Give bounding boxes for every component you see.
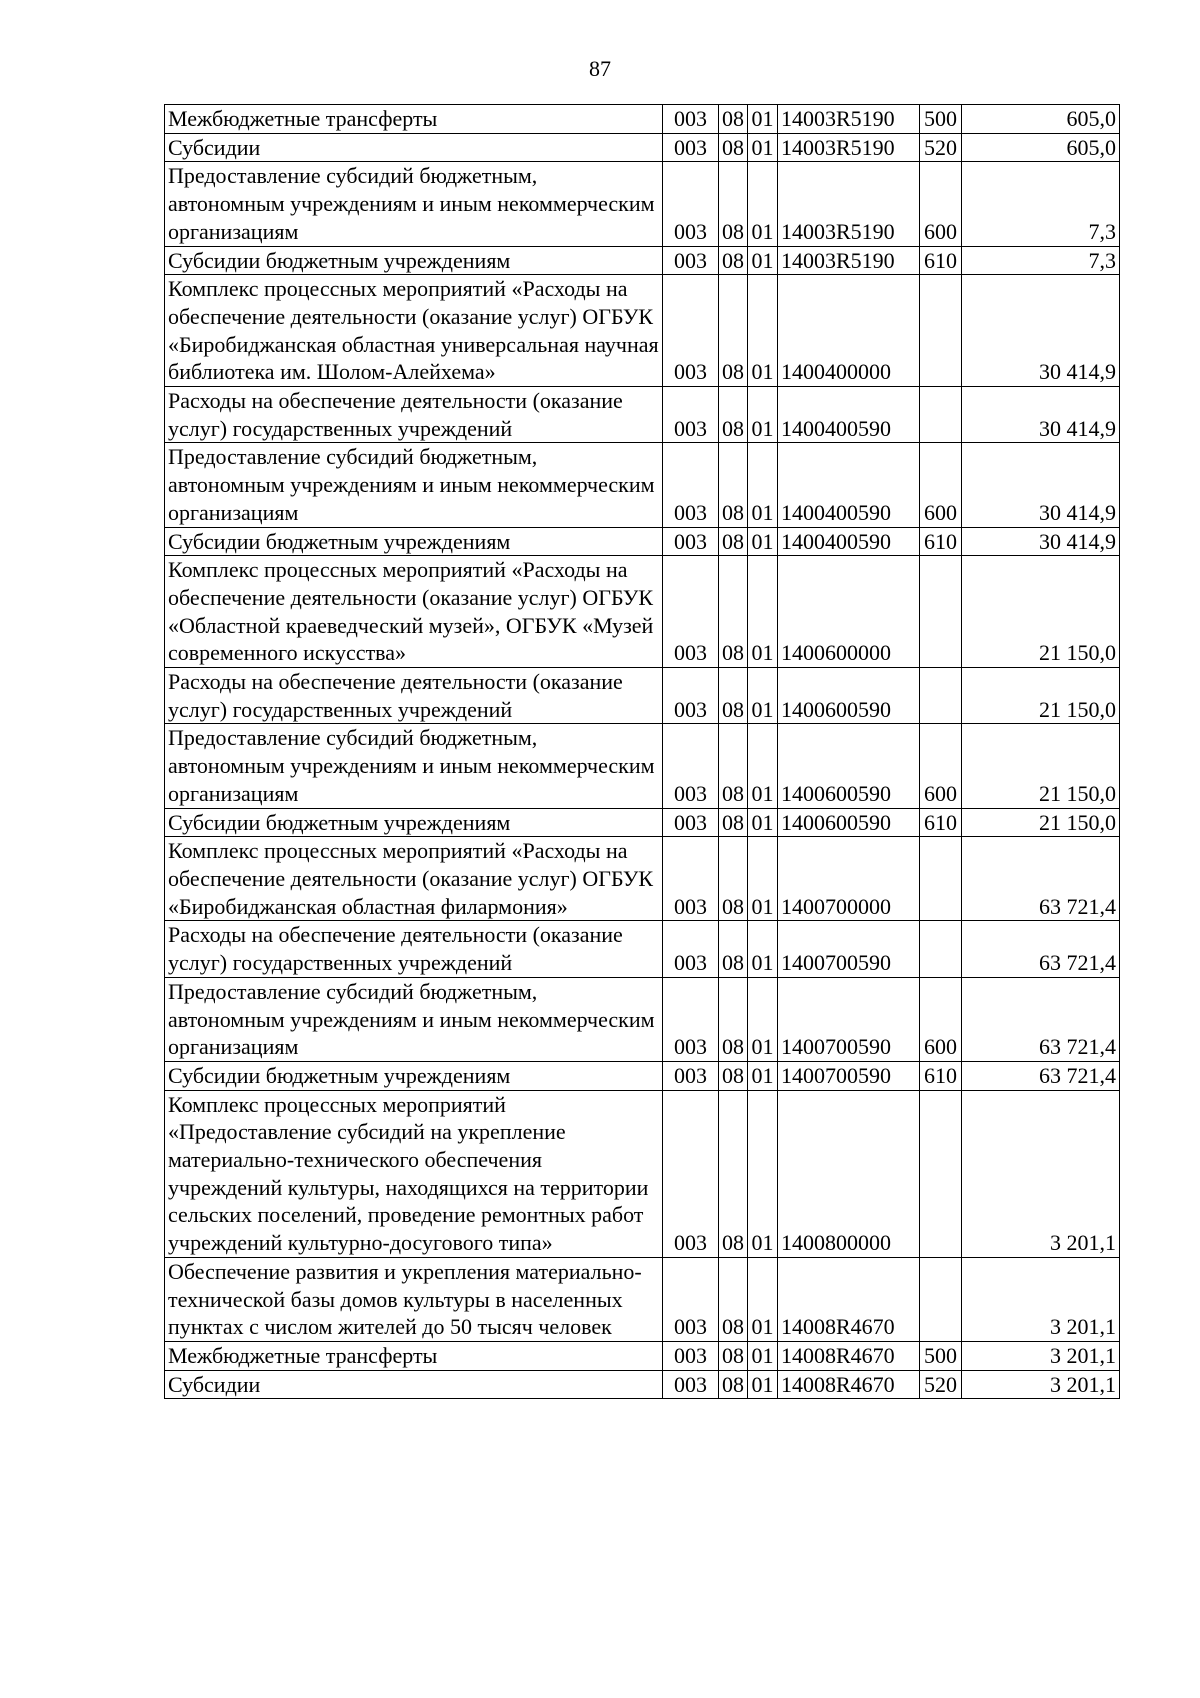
row-section: 08 — [719, 1257, 748, 1341]
row-admin-code: 003 — [663, 133, 719, 162]
row-target-article: 14003R5190 — [778, 246, 920, 275]
row-expense-type: 520 — [920, 1370, 962, 1399]
row-amount: 3 201,1 — [962, 1257, 1120, 1341]
row-expense-type: 600 — [920, 724, 962, 808]
row-amount: 605,0 — [962, 133, 1120, 162]
row-admin-code: 003 — [663, 527, 719, 556]
row-admin-code: 003 — [663, 668, 719, 724]
row-target-article: 1400400590 — [778, 443, 920, 527]
row-section: 08 — [719, 275, 748, 387]
row-subsection: 01 — [748, 133, 778, 162]
row-amount: 21 150,0 — [962, 668, 1120, 724]
row-name: Субсидии — [165, 1370, 663, 1399]
table-row — [165, 387, 1120, 443]
row-amount: 21 150,0 — [962, 556, 1120, 668]
row-expense-type: 610 — [920, 808, 962, 837]
row-expense-type — [920, 668, 962, 724]
row-target-article: 1400700590 — [778, 977, 920, 1061]
row-name: Комплекс процессных мероприятий «Расходы на обеспечение деятельности (оказание услуг) ОГБУК «Областной краеведческий музей», ОГБУК «Музей современного искусства» — [165, 556, 663, 668]
row-target-article: 1400400000 — [778, 275, 920, 387]
row-admin-code: 003 — [663, 443, 719, 527]
row-expense-type — [920, 837, 962, 921]
row-section: 08 — [719, 724, 748, 808]
row-subsection: 01 — [748, 1061, 778, 1090]
row-subsection: 01 — [748, 1341, 778, 1370]
row-admin-code: 003 — [663, 246, 719, 275]
row-expense-type — [920, 1257, 962, 1341]
row-amount: 63 721,4 — [962, 837, 1120, 921]
row-subsection: 01 — [748, 556, 778, 668]
row-expense-type: 600 — [920, 443, 962, 527]
table-row — [165, 1341, 1120, 1370]
row-section: 08 — [719, 921, 748, 977]
row-name: Субсидии бюджетным учреждениям — [165, 1061, 663, 1090]
table-row — [165, 837, 1120, 921]
table-row — [165, 556, 1120, 668]
row-admin-code: 003 — [663, 724, 719, 808]
row-admin-code: 003 — [663, 556, 719, 668]
row-amount: 3 201,1 — [962, 1090, 1120, 1257]
table-row — [165, 246, 1120, 275]
row-name: Межбюджетные трансферты — [165, 1341, 663, 1370]
row-name: Межбюджетные трансферты — [165, 105, 663, 134]
row-section: 08 — [719, 977, 748, 1061]
table-row — [165, 275, 1120, 387]
row-subsection: 01 — [748, 837, 778, 921]
table-row — [165, 1061, 1120, 1090]
row-name: Комплекс процессных мероприятий «Расходы на обеспечение деятельности (оказание услуг) ОГБУК «Биробиджанская областная филармония» — [165, 837, 663, 921]
row-target-article: 14003R5190 — [778, 162, 920, 246]
row-admin-code: 003 — [663, 837, 719, 921]
row-target-article: 1400600590 — [778, 668, 920, 724]
table-row — [165, 1370, 1120, 1399]
row-name: Предоставление субсидий бюджетным, автономным учреждениям и иным некоммерческим организациям — [165, 162, 663, 246]
row-target-article: 14008R4670 — [778, 1341, 920, 1370]
row-expense-type — [920, 387, 962, 443]
row-subsection: 01 — [748, 921, 778, 977]
row-amount: 7,3 — [962, 162, 1120, 246]
budget-table — [164, 104, 1120, 1399]
row-expense-type: 520 — [920, 133, 962, 162]
row-target-article: 1400700000 — [778, 837, 920, 921]
row-name: Расходы на обеспечение деятельности (оказание услуг) государственных учреждений — [165, 387, 663, 443]
row-expense-type — [920, 556, 962, 668]
row-name: Комплекс процессных мероприятий «Расходы на обеспечение деятельности (оказание услуг) ОГБУК «Биробиджанская областная универсальная научная библиотека им. Шолом-Алейхема» — [165, 275, 663, 387]
row-target-article: 1400400590 — [778, 387, 920, 443]
table-body — [165, 105, 1120, 1399]
row-expense-type: 610 — [920, 1061, 962, 1090]
row-amount: 7,3 — [962, 246, 1120, 275]
row-section: 08 — [719, 133, 748, 162]
row-amount: 605,0 — [962, 105, 1120, 134]
row-subsection: 01 — [748, 808, 778, 837]
row-admin-code: 003 — [663, 387, 719, 443]
row-target-article: 1400600590 — [778, 724, 920, 808]
row-subsection: 01 — [748, 105, 778, 134]
row-section: 08 — [719, 668, 748, 724]
table-row — [165, 105, 1120, 134]
row-section: 08 — [719, 1090, 748, 1257]
row-admin-code: 003 — [663, 162, 719, 246]
row-name: Предоставление субсидий бюджетным, автономным учреждениям и иным некоммерческим организациям — [165, 977, 663, 1061]
row-expense-type — [920, 921, 962, 977]
row-section: 08 — [719, 387, 748, 443]
table-row — [165, 162, 1120, 246]
row-target-article: 1400700590 — [778, 921, 920, 977]
row-target-article: 1400600000 — [778, 556, 920, 668]
row-amount: 3 201,1 — [962, 1370, 1120, 1399]
row-expense-type: 610 — [920, 527, 962, 556]
row-subsection: 01 — [748, 1090, 778, 1257]
row-subsection: 01 — [748, 275, 778, 387]
row-name: Расходы на обеспечение деятельности (оказание услуг) государственных учреждений — [165, 921, 663, 977]
row-subsection: 01 — [748, 387, 778, 443]
row-subsection: 01 — [748, 162, 778, 246]
row-expense-type — [920, 1090, 962, 1257]
row-amount: 30 414,9 — [962, 275, 1120, 387]
row-target-article: 14008R4670 — [778, 1370, 920, 1399]
row-admin-code: 003 — [663, 1061, 719, 1090]
page-number: 87 — [589, 56, 611, 81]
table-row — [165, 1257, 1120, 1341]
row-admin-code: 003 — [663, 1090, 719, 1257]
row-amount: 30 414,9 — [962, 387, 1120, 443]
row-subsection: 01 — [748, 668, 778, 724]
row-name: Предоставление субсидий бюджетным, автономным учреждениям и иным некоммерческим организациям — [165, 724, 663, 808]
table-row — [165, 443, 1120, 527]
row-section: 08 — [719, 1370, 748, 1399]
row-expense-type: 500 — [920, 1341, 962, 1370]
row-amount: 3 201,1 — [962, 1341, 1120, 1370]
row-amount: 30 414,9 — [962, 527, 1120, 556]
row-expense-type: 600 — [920, 162, 962, 246]
row-target-article: 1400400590 — [778, 527, 920, 556]
row-target-article: 14008R4670 — [778, 1257, 920, 1341]
row-section: 08 — [719, 1061, 748, 1090]
row-amount: 21 150,0 — [962, 724, 1120, 808]
row-name: Расходы на обеспечение деятельности (оказание услуг) государственных учреждений — [165, 668, 663, 724]
row-name: Субсидии — [165, 133, 663, 162]
row-admin-code: 003 — [663, 808, 719, 837]
row-admin-code: 003 — [663, 921, 719, 977]
row-subsection: 01 — [748, 246, 778, 275]
row-name: Субсидии бюджетным учреждениям — [165, 808, 663, 837]
row-section: 08 — [719, 808, 748, 837]
row-amount: 21 150,0 — [962, 808, 1120, 837]
row-name: Субсидии бюджетным учреждениям — [165, 246, 663, 275]
row-subsection: 01 — [748, 1370, 778, 1399]
row-section: 08 — [719, 837, 748, 921]
table-row — [165, 724, 1120, 808]
row-amount: 63 721,4 — [962, 977, 1120, 1061]
row-section: 08 — [719, 105, 748, 134]
table-row — [165, 527, 1120, 556]
row-target-article: 1400700590 — [778, 1061, 920, 1090]
row-admin-code: 003 — [663, 1370, 719, 1399]
row-name: Обеспечение развития и укрепления материально-технической базы домов культуры в населенных пунктах с числом жителей до 50 тысяч человек — [165, 1257, 663, 1341]
row-target-article: 14003R5190 — [778, 105, 920, 134]
row-subsection: 01 — [748, 527, 778, 556]
row-target-article: 14003R5190 — [778, 133, 920, 162]
row-name: Предоставление субсидий бюджетным, автономным учреждениям и иным некоммерческим организациям — [165, 443, 663, 527]
row-amount: 63 721,4 — [962, 921, 1120, 977]
row-section: 08 — [719, 246, 748, 275]
table-row — [165, 921, 1120, 977]
row-name: Субсидии бюджетным учреждениям — [165, 527, 663, 556]
row-section: 08 — [719, 556, 748, 668]
row-name: Комплекс процессных мероприятий «Предоставление субсидий на укрепление материально-технического обеспечения учреждений культуры, находящихся на территории сельских поселений, проведение ремонтных работ учреждений культурно-досугового типа» — [165, 1090, 663, 1257]
row-expense-type: 600 — [920, 977, 962, 1061]
row-target-article: 1400800000 — [778, 1090, 920, 1257]
row-subsection: 01 — [748, 1257, 778, 1341]
table-row — [165, 1090, 1120, 1257]
row-admin-code: 003 — [663, 105, 719, 134]
row-admin-code: 003 — [663, 1341, 719, 1370]
row-admin-code: 003 — [663, 1257, 719, 1341]
row-section: 08 — [719, 443, 748, 527]
row-subsection: 01 — [748, 977, 778, 1061]
row-section: 08 — [719, 1341, 748, 1370]
row-expense-type: 610 — [920, 246, 962, 275]
row-section: 08 — [719, 527, 748, 556]
row-admin-code: 003 — [663, 977, 719, 1061]
row-amount: 30 414,9 — [962, 443, 1120, 527]
row-expense-type: 500 — [920, 105, 962, 134]
table-row — [165, 808, 1120, 837]
table-row — [165, 133, 1120, 162]
row-expense-type — [920, 275, 962, 387]
row-amount: 63 721,4 — [962, 1061, 1120, 1090]
table-row — [165, 977, 1120, 1061]
row-subsection: 01 — [748, 443, 778, 527]
row-admin-code: 003 — [663, 275, 719, 387]
row-subsection: 01 — [748, 724, 778, 808]
table-row — [165, 668, 1120, 724]
row-target-article: 1400600590 — [778, 808, 920, 837]
row-section: 08 — [719, 162, 748, 246]
